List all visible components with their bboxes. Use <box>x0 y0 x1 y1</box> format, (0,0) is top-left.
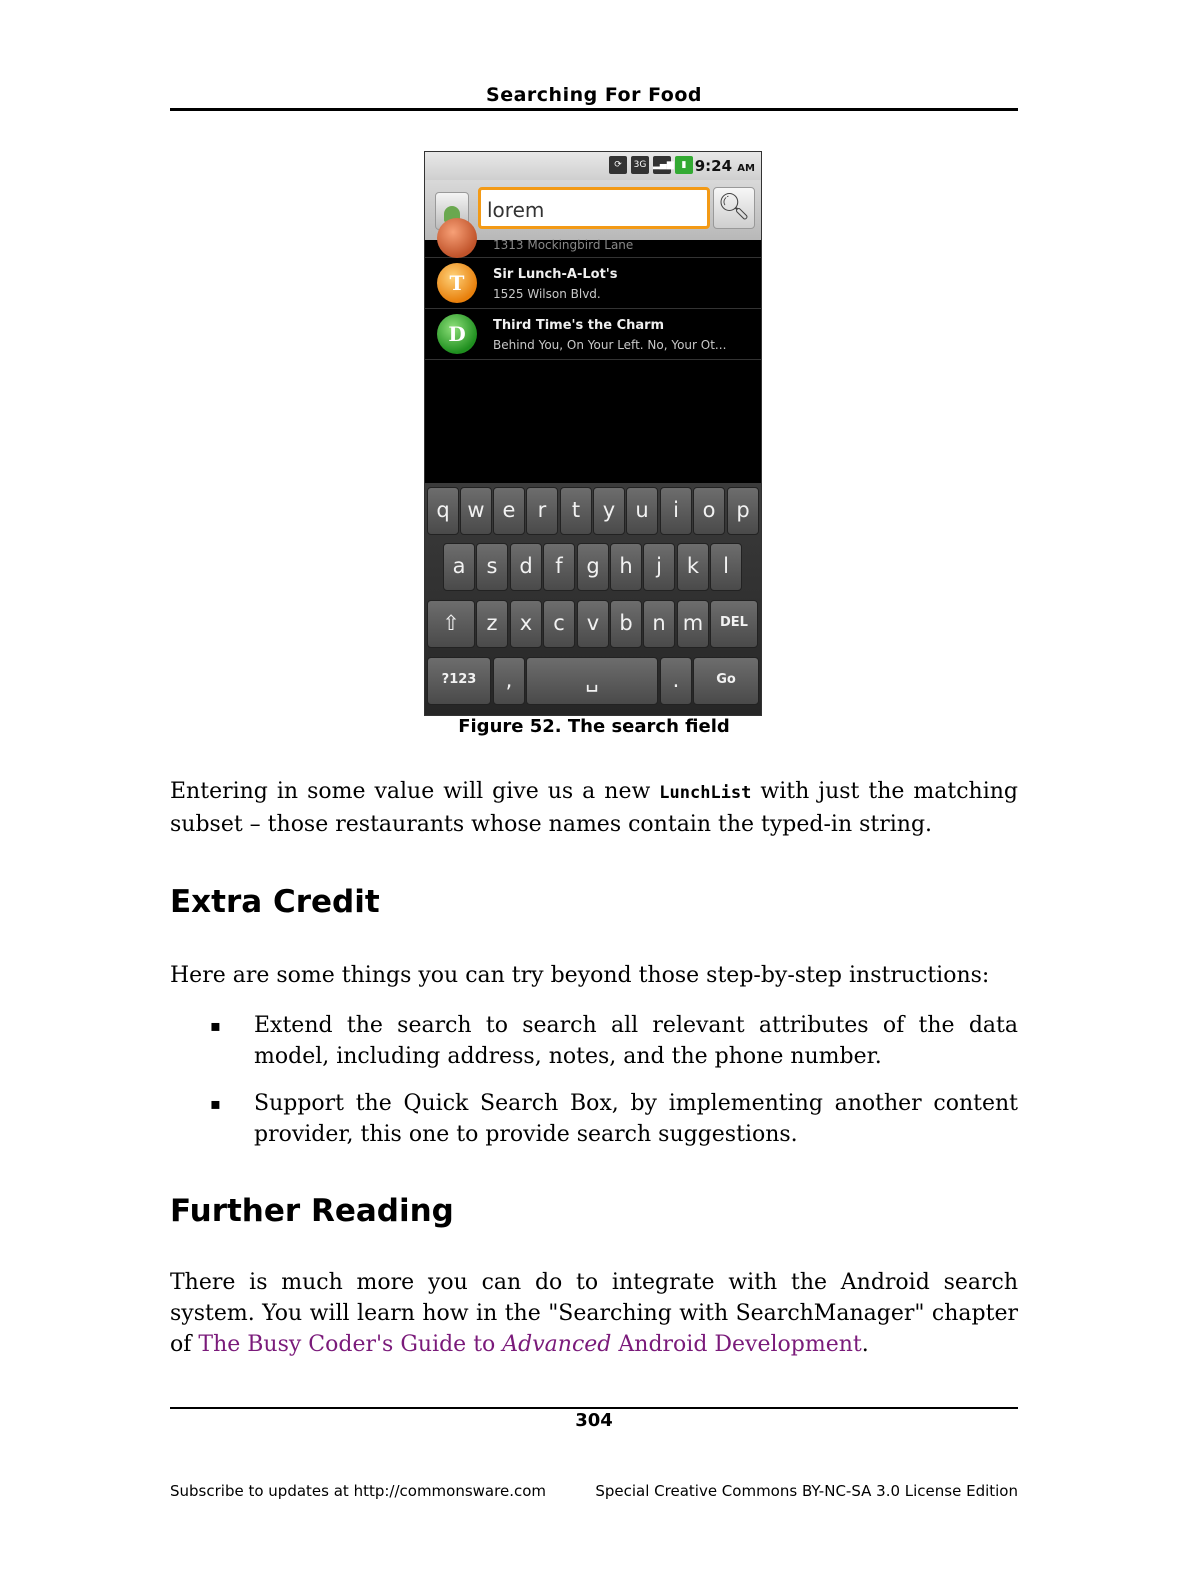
key[interactable]: q <box>427 487 459 535</box>
keyboard-row-1 <box>425 483 761 535</box>
key[interactable]: m <box>677 600 709 648</box>
inline-code: LunchList <box>659 783 752 803</box>
symbols-key[interactable]: ?123 <box>427 657 491 705</box>
footer-subscribe: Subscribe to updates at http://commonsware.com <box>170 1482 546 1500</box>
keyboard-row-4 <box>425 653 761 705</box>
footer-license: Special Creative Commons BY-NC-SA 3.0 License Edition <box>595 1482 1018 1500</box>
status-clock: 9:24 AM <box>694 157 755 175</box>
magnifier-icon: 🔍︎ <box>717 192 751 222</box>
status-bar <box>425 152 761 180</box>
key[interactable]: x <box>510 600 542 648</box>
restaurant-name: Third Time's the Charm <box>493 318 665 333</box>
paragraph-intro: Entering in some value will give us a new LunchList with just the matching subset – those restaurants whose names contain the typed-in string. <box>170 779 1018 837</box>
bullet-icon: ▪ <box>210 1094 221 1113</box>
heading-further-reading: Further Reading <box>170 1193 454 1229</box>
search-input[interactable]: lorem <box>478 187 710 229</box>
key[interactable]: v <box>577 600 609 648</box>
bullet-icon: ▪ <box>210 1016 221 1035</box>
key[interactable]: d <box>510 543 542 591</box>
list-item: ▪ Extend the search to search all relevant attributes of the data model, including address, notes, and the phone number. <box>170 1010 1018 1072</box>
phone-screenshot <box>424 151 762 716</box>
key[interactable]: p <box>727 487 759 535</box>
list-item[interactable] <box>425 240 761 258</box>
key[interactable]: b <box>610 600 642 648</box>
key[interactable]: u <box>626 487 658 535</box>
bullet-list <box>170 1010 1018 1166</box>
period-key[interactable]: . <box>660 657 692 705</box>
header-rule <box>170 108 1018 111</box>
keyboard-row-3 <box>425 596 761 648</box>
shift-key[interactable]: ⇧ <box>427 600 475 648</box>
key[interactable]: e <box>493 487 525 535</box>
go-key[interactable]: Go <box>693 657 759 705</box>
key[interactable]: o <box>693 487 725 535</box>
delete-key[interactable]: DEL <box>710 600 758 648</box>
battery-icon: ▮ <box>675 156 693 174</box>
key[interactable]: z <box>476 600 508 648</box>
key[interactable]: c <box>543 600 575 648</box>
footer-rule <box>170 1407 1018 1409</box>
comma-key[interactable]: , <box>493 657 525 705</box>
key[interactable]: k <box>677 543 709 591</box>
page-number: 304 <box>575 1410 613 1431</box>
restaurant-type-icon: D <box>437 314 477 354</box>
key[interactable]: s <box>476 543 508 591</box>
restaurant-type-icon <box>437 218 477 258</box>
key[interactable]: j <box>643 543 675 591</box>
key[interactable]: n <box>643 600 675 648</box>
restaurant-address: 1525 Wilson Blvd. <box>493 287 601 301</box>
keyboard-row-2 <box>425 539 761 591</box>
paragraph-extra-credit-intro: Here are some things you can try beyond those step-by-step instructions: <box>170 963 990 988</box>
running-header: Searching For Food <box>486 84 702 106</box>
key[interactable]: w <box>460 487 492 535</box>
key[interactable]: r <box>526 487 558 535</box>
list-item: ▪ Support the Quick Search Box, by implementing another content provider, this one to provide search suggestions. <box>170 1088 1018 1150</box>
key[interactable]: f <box>543 543 575 591</box>
key[interactable]: a <box>443 543 475 591</box>
heading-extra-credit: Extra Credit <box>170 884 380 920</box>
space-key[interactable]: ␣ <box>526 657 658 705</box>
key[interactable]: t <box>560 487 592 535</box>
key[interactable]: h <box>610 543 642 591</box>
figure-caption: Figure 52. The search field <box>458 716 730 737</box>
signal-icon: ▂▄▆ <box>653 156 671 174</box>
key[interactable]: i <box>660 487 692 535</box>
key[interactable]: y <box>593 487 625 535</box>
sync-icon: ⟳ <box>609 156 627 174</box>
key[interactable]: g <box>577 543 609 591</box>
results-list <box>425 240 761 360</box>
restaurant-type-icon: T <box>437 263 477 303</box>
list-item[interactable] <box>425 258 761 309</box>
restaurant-address: 1313 Mockingbird Lane <box>493 238 634 252</box>
network-3g-icon: 3G <box>631 156 649 174</box>
search-button[interactable] <box>713 187 755 229</box>
list-item[interactable] <box>425 309 761 360</box>
paragraph-further-reading: There is much more you can do to integrate with the Android search system. You will learn how in the "Searching with SearchManager" chapter of The Busy Coder's Guide to Advanced Android Development. <box>170 1270 1018 1357</box>
key[interactable]: l <box>710 543 742 591</box>
soft-keyboard <box>425 483 761 716</box>
restaurant-address: Behind You, On Your Left. No, Your Ot... <box>493 338 727 352</box>
restaurant-name: Sir Lunch-A-Lot's <box>493 267 618 282</box>
book-link[interactable]: The Busy Coder's Guide to Advanced Android Development <box>198 1332 862 1357</box>
